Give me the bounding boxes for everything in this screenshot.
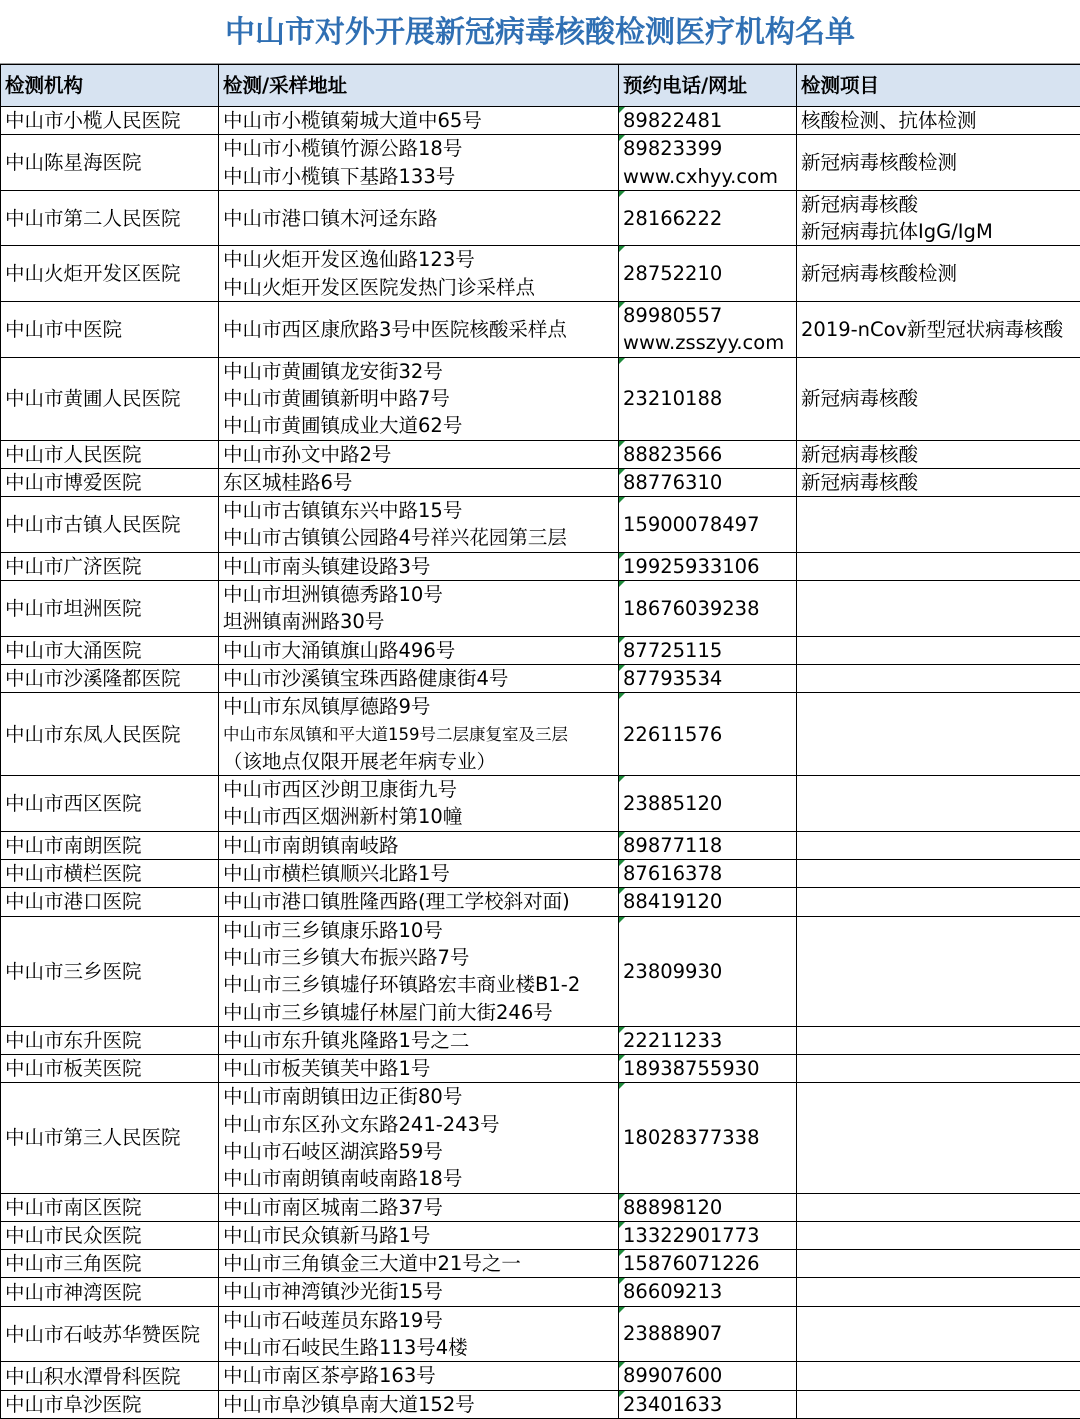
test-item-line: 新冠病毒核酸 [801,191,1080,218]
header-institution: 检测机构 [1,65,219,107]
institution-name: 中山市博爱医院 [1,468,219,496]
contact-cell [619,135,797,191]
address-cell [219,1250,619,1278]
contact-line: 87793534 [623,665,796,692]
address-cell [219,1221,619,1249]
contact-line: 88898120 [623,1194,796,1221]
address-line: 中山市石岐区湖滨路59号 [223,1138,618,1165]
institution-name: 中山市黄圃人民医院 [1,357,219,440]
contact-line: 23809930 [623,958,796,985]
institution-name: 中山市西区医院 [1,776,219,832]
contact-cell [619,1306,797,1362]
test-item-line: 新冠病毒核酸 [801,469,1080,496]
address-line: 中山市黄圃镇新明中路7号 [223,385,618,412]
address-cell [219,468,619,496]
test-items-cell [797,581,1080,637]
institution-name: 中山市南区医院 [1,1193,219,1221]
table-row [1,1278,1080,1306]
address-line: 中山市港口镇木河迳东路 [223,205,618,232]
table-row [1,636,1080,664]
table-body [1,107,1080,1419]
institution-name: 中山市第三人民医院 [1,1083,219,1193]
address-line: 中山市三乡镇墟仔林屋门前大街246号 [223,999,618,1026]
institution-name: 中山市沙溪隆都医院 [1,664,219,692]
address-line: 中山市坦洲镇德秀路10号 [223,581,618,608]
test-item-line: 核酸检测、抗体检测 [801,107,1080,134]
test-items-cell [797,440,1080,468]
address-line: 中山市神湾镇沙光街15号 [223,1278,618,1305]
test-item-line: 新冠病毒核酸 [801,385,1080,412]
test-items-cell [797,246,1080,302]
institution-name: 中山市石岐苏华赞医院 [1,1306,219,1362]
contact-line: 13322901773 [623,1222,796,1249]
address-line: 中山市南朗镇南岐路 [223,832,618,859]
address-cell [219,831,619,859]
contact-cell [619,1250,797,1278]
table-row [1,302,1080,358]
address-line: 中山市东凤镇厚德路9号 [223,693,618,720]
page-title: 中山市对外开展新冠病毒核酸检测医疗机构名单 [0,0,1080,64]
address-cell [219,440,619,468]
table-header-row [1,65,1080,107]
table-row [1,1055,1080,1083]
contact-cell [619,1026,797,1054]
test-item-line: 新冠病毒核酸检测 [801,260,1080,287]
table-row [1,776,1080,832]
test-items-cell [797,1221,1080,1249]
table-row [1,135,1080,191]
table-row [1,497,1080,553]
test-item-line: 新冠病毒抗体IgG/IgM [801,218,1080,245]
address-cell [219,916,619,1026]
table-row [1,664,1080,692]
address-line: 中山市东区孙文东路241-243号 [223,1111,618,1138]
contact-cell [619,497,797,553]
test-items-cell [797,1083,1080,1193]
contact-line: 28166222 [623,205,796,232]
institution-name: 中山市横栏医院 [1,860,219,888]
address-line: 中山市西区烟洲新村第10幢 [223,803,618,830]
address-line: 中山市古镇镇东兴中路15号 [223,497,618,524]
address-cell [219,1055,619,1083]
test-items-cell [797,1055,1080,1083]
table-row [1,107,1080,135]
address-cell [219,1278,619,1306]
address-cell [219,552,619,580]
address-line: 中山市东凤镇和平大道159号二层康复室及三层 [223,721,618,748]
address-line: 中山市小榄镇竹源公路18号 [223,135,618,162]
address-line: 中山市南区茶亭路163号 [223,1362,618,1389]
address-line: （该地点仅限开展老年病专业） [223,748,618,775]
institution-name: 中山市古镇人民医院 [1,497,219,553]
contact-cell [619,1055,797,1083]
table-row [1,552,1080,580]
contact-line: 23401633 [623,1391,796,1418]
contact-line: 89823399 [623,135,796,162]
test-items-cell [797,664,1080,692]
contact-line: 15900078497 [623,511,796,538]
contact-cell [619,916,797,1026]
institution-name: 中山火炬开发区医院 [1,246,219,302]
address-line: 中山市东升镇兆隆路1号之二 [223,1027,618,1054]
institution-name: 中山市广济医院 [1,552,219,580]
address-cell [219,860,619,888]
institution-name: 中山市港口医院 [1,888,219,916]
table-row [1,693,1080,776]
contact-cell [619,302,797,358]
contact-line: 86609213 [623,1278,796,1305]
header-address: 检测/采样地址 [219,65,619,107]
institution-name: 中山陈星海医院 [1,135,219,191]
test-items-cell [797,1193,1080,1221]
institution-name: 中山市第二人民医院 [1,190,219,246]
contact-cell [619,357,797,440]
institution-name: 中山市南朗医院 [1,831,219,859]
test-items-cell [797,1390,1080,1418]
institution-name: 中山市民众医院 [1,1221,219,1249]
contact-line: 89877118 [623,832,796,859]
contact-line: 28752210 [623,260,796,287]
table-row [1,888,1080,916]
test-items-cell [797,302,1080,358]
contact-line: 88823566 [623,441,796,468]
test-items-cell [797,552,1080,580]
contact-cell [619,440,797,468]
test-item-line: 新冠病毒核酸检测 [801,149,1080,176]
table-row [1,1250,1080,1278]
contact-cell [619,831,797,859]
test-items-cell [797,888,1080,916]
test-items-cell [797,357,1080,440]
test-items-cell [797,1306,1080,1362]
contact-line: 23885120 [623,790,796,817]
test-items-cell [797,1362,1080,1390]
table-row [1,1026,1080,1054]
address-cell [219,1026,619,1054]
address-line: 中山市石岐莲员东路19号 [223,1307,618,1334]
address-cell [219,190,619,246]
contact-cell [619,1221,797,1249]
address-cell [219,1362,619,1390]
contact-line: 88776310 [623,469,796,496]
address-line: 坦洲镇南洲路30号 [223,608,618,635]
contact-line: www.cxhyy.com [623,163,796,190]
address-line: 中山市西区沙朗卫康街九号 [223,776,618,803]
address-line: 中山市大涌镇旗山路496号 [223,637,618,664]
contact-cell [619,246,797,302]
test-items-cell [797,776,1080,832]
contact-cell [619,1278,797,1306]
address-cell [219,776,619,832]
address-cell [219,246,619,302]
address-line: 中山市民众镇新马路1号 [223,1222,618,1249]
contact-line: 18938755930 [623,1055,796,1082]
table-row [1,1221,1080,1249]
address-cell [219,581,619,637]
contact-line: 23210188 [623,385,796,412]
test-items-cell [797,497,1080,553]
header-contact: 预约电话/网址 [619,65,797,107]
contact-line: 88419120 [623,888,796,915]
test-items-cell [797,860,1080,888]
contact-cell [619,1083,797,1193]
contact-cell [619,1362,797,1390]
address-line: 中山火炬开发区逸仙路123号 [223,246,618,273]
institution-name: 中山市东升医院 [1,1026,219,1054]
institution-name: 中山市小榄人民医院 [1,107,219,135]
table-row [1,1193,1080,1221]
address-cell [219,636,619,664]
institution-name: 中山市人民医院 [1,440,219,468]
test-items-cell [797,1250,1080,1278]
test-items-cell [797,468,1080,496]
institution-name: 中山市阜沙医院 [1,1390,219,1418]
contact-line: 18028377338 [623,1124,796,1151]
table-row [1,440,1080,468]
institution-name: 中山市坦洲医院 [1,581,219,637]
contact-cell [619,636,797,664]
contact-cell [619,468,797,496]
test-item-line: 2019-nCov新型冠状病毒核酸 [801,316,1080,343]
address-line: 东区城桂路6号 [223,469,618,496]
contact-cell [619,888,797,916]
address-cell [219,107,619,135]
table-row [1,1306,1080,1362]
address-line: 中山市板芙镇芙中路1号 [223,1055,618,1082]
address-line: 中山市西区康欣路3号中医院核酸采样点 [223,316,618,343]
address-line: 中山市南头镇建设路3号 [223,553,618,580]
test-items-cell [797,693,1080,776]
address-line: 中山市港口镇胜隆西路(理工学校斜对面) [223,888,618,915]
test-item-line: 新冠病毒核酸 [801,441,1080,468]
institution-name: 中山积水潭骨科医院 [1,1362,219,1390]
address-line: 中山市三角镇金三大道中21号之一 [223,1250,618,1277]
address-cell [219,1083,619,1193]
contact-cell [619,1193,797,1221]
address-line: 中山市三乡镇康乐路10号 [223,917,618,944]
contact-line: www.zsszyy.com [623,329,796,356]
address-line: 中山市横栏镇顺兴北路1号 [223,860,618,887]
contact-line: 23888907 [623,1320,796,1347]
address-line: 中山市南区城南二路37号 [223,1194,618,1221]
address-line: 中山市沙溪镇宝珠西路健康街4号 [223,665,618,692]
table-row [1,916,1080,1026]
address-cell [219,497,619,553]
contact-cell [619,1390,797,1418]
table-row [1,1362,1080,1390]
contact-line: 22211233 [623,1027,796,1054]
address-line: 中山市南朗镇南岐南路18号 [223,1165,618,1192]
contact-cell [619,776,797,832]
test-items-cell [797,916,1080,1026]
address-line: 中山市三乡镇墟仔环镇路宏丰商业楼B1-2 [223,971,618,998]
address-line: 中山市小榄镇菊城大道中65号 [223,107,618,134]
contact-line: 19925933106 [623,553,796,580]
address-line: 中山市小榄镇下基路133号 [223,163,618,190]
contact-line: 89822481 [623,107,796,134]
contact-line: 89980557 [623,302,796,329]
address-cell [219,664,619,692]
address-line: 中山市南朗镇田边正街80号 [223,1083,618,1110]
test-items-cell [797,107,1080,135]
table-row [1,1390,1080,1418]
address-line: 中山市古镇镇公园路4号祥兴花园第三层 [223,524,618,551]
contact-cell [619,107,797,135]
test-items-cell [797,1026,1080,1054]
contact-cell [619,190,797,246]
address-cell [219,888,619,916]
table-row [1,190,1080,246]
header-test-items: 检测项目 [797,65,1080,107]
test-items-cell [797,1278,1080,1306]
institution-name: 中山市神湾医院 [1,1278,219,1306]
contact-cell [619,860,797,888]
address-line: 中山市黄圃镇成业大道62号 [223,412,618,439]
contact-cell [619,693,797,776]
address-cell [219,693,619,776]
institution-name: 中山市中医院 [1,302,219,358]
contact-cell [619,552,797,580]
address-line: 中山市三乡镇大布振兴路7号 [223,944,618,971]
institution-name: 中山市东凤人民医院 [1,693,219,776]
address-cell [219,1390,619,1418]
table-row [1,357,1080,440]
address-cell [219,135,619,191]
table-row [1,581,1080,637]
test-items-cell [797,636,1080,664]
contact-cell [619,581,797,637]
table-row [1,468,1080,496]
contact-cell [619,664,797,692]
address-cell [219,1193,619,1221]
address-line: 中山市石岐民生路113号4楼 [223,1334,618,1361]
contact-line: 89907600 [623,1362,796,1389]
table-row [1,860,1080,888]
contact-line: 22611576 [623,721,796,748]
contact-line: 15876071226 [623,1250,796,1277]
test-items-cell [797,190,1080,246]
institution-name: 中山市三乡医院 [1,916,219,1026]
test-items-cell [797,135,1080,191]
institution-table [0,64,1080,1419]
institution-name: 中山市板芙医院 [1,1055,219,1083]
address-line: 中山市黄圃镇龙安街32号 [223,358,618,385]
address-cell [219,357,619,440]
contact-line: 87725115 [623,637,796,664]
table-row [1,246,1080,302]
test-items-cell [797,831,1080,859]
table-row [1,1083,1080,1193]
contact-line: 87616378 [623,860,796,887]
contact-line: 18676039238 [623,595,796,622]
table-row [1,831,1080,859]
institution-name: 中山市三角医院 [1,1250,219,1278]
address-line: 中山市阜沙镇阜南大道152号 [223,1391,618,1418]
institution-name: 中山市大涌医院 [1,636,219,664]
address-cell [219,302,619,358]
address-line: 中山市孙文中路2号 [223,441,618,468]
address-cell [219,1306,619,1362]
address-line: 中山火炬开发区医院发热门诊采样点 [223,274,618,301]
